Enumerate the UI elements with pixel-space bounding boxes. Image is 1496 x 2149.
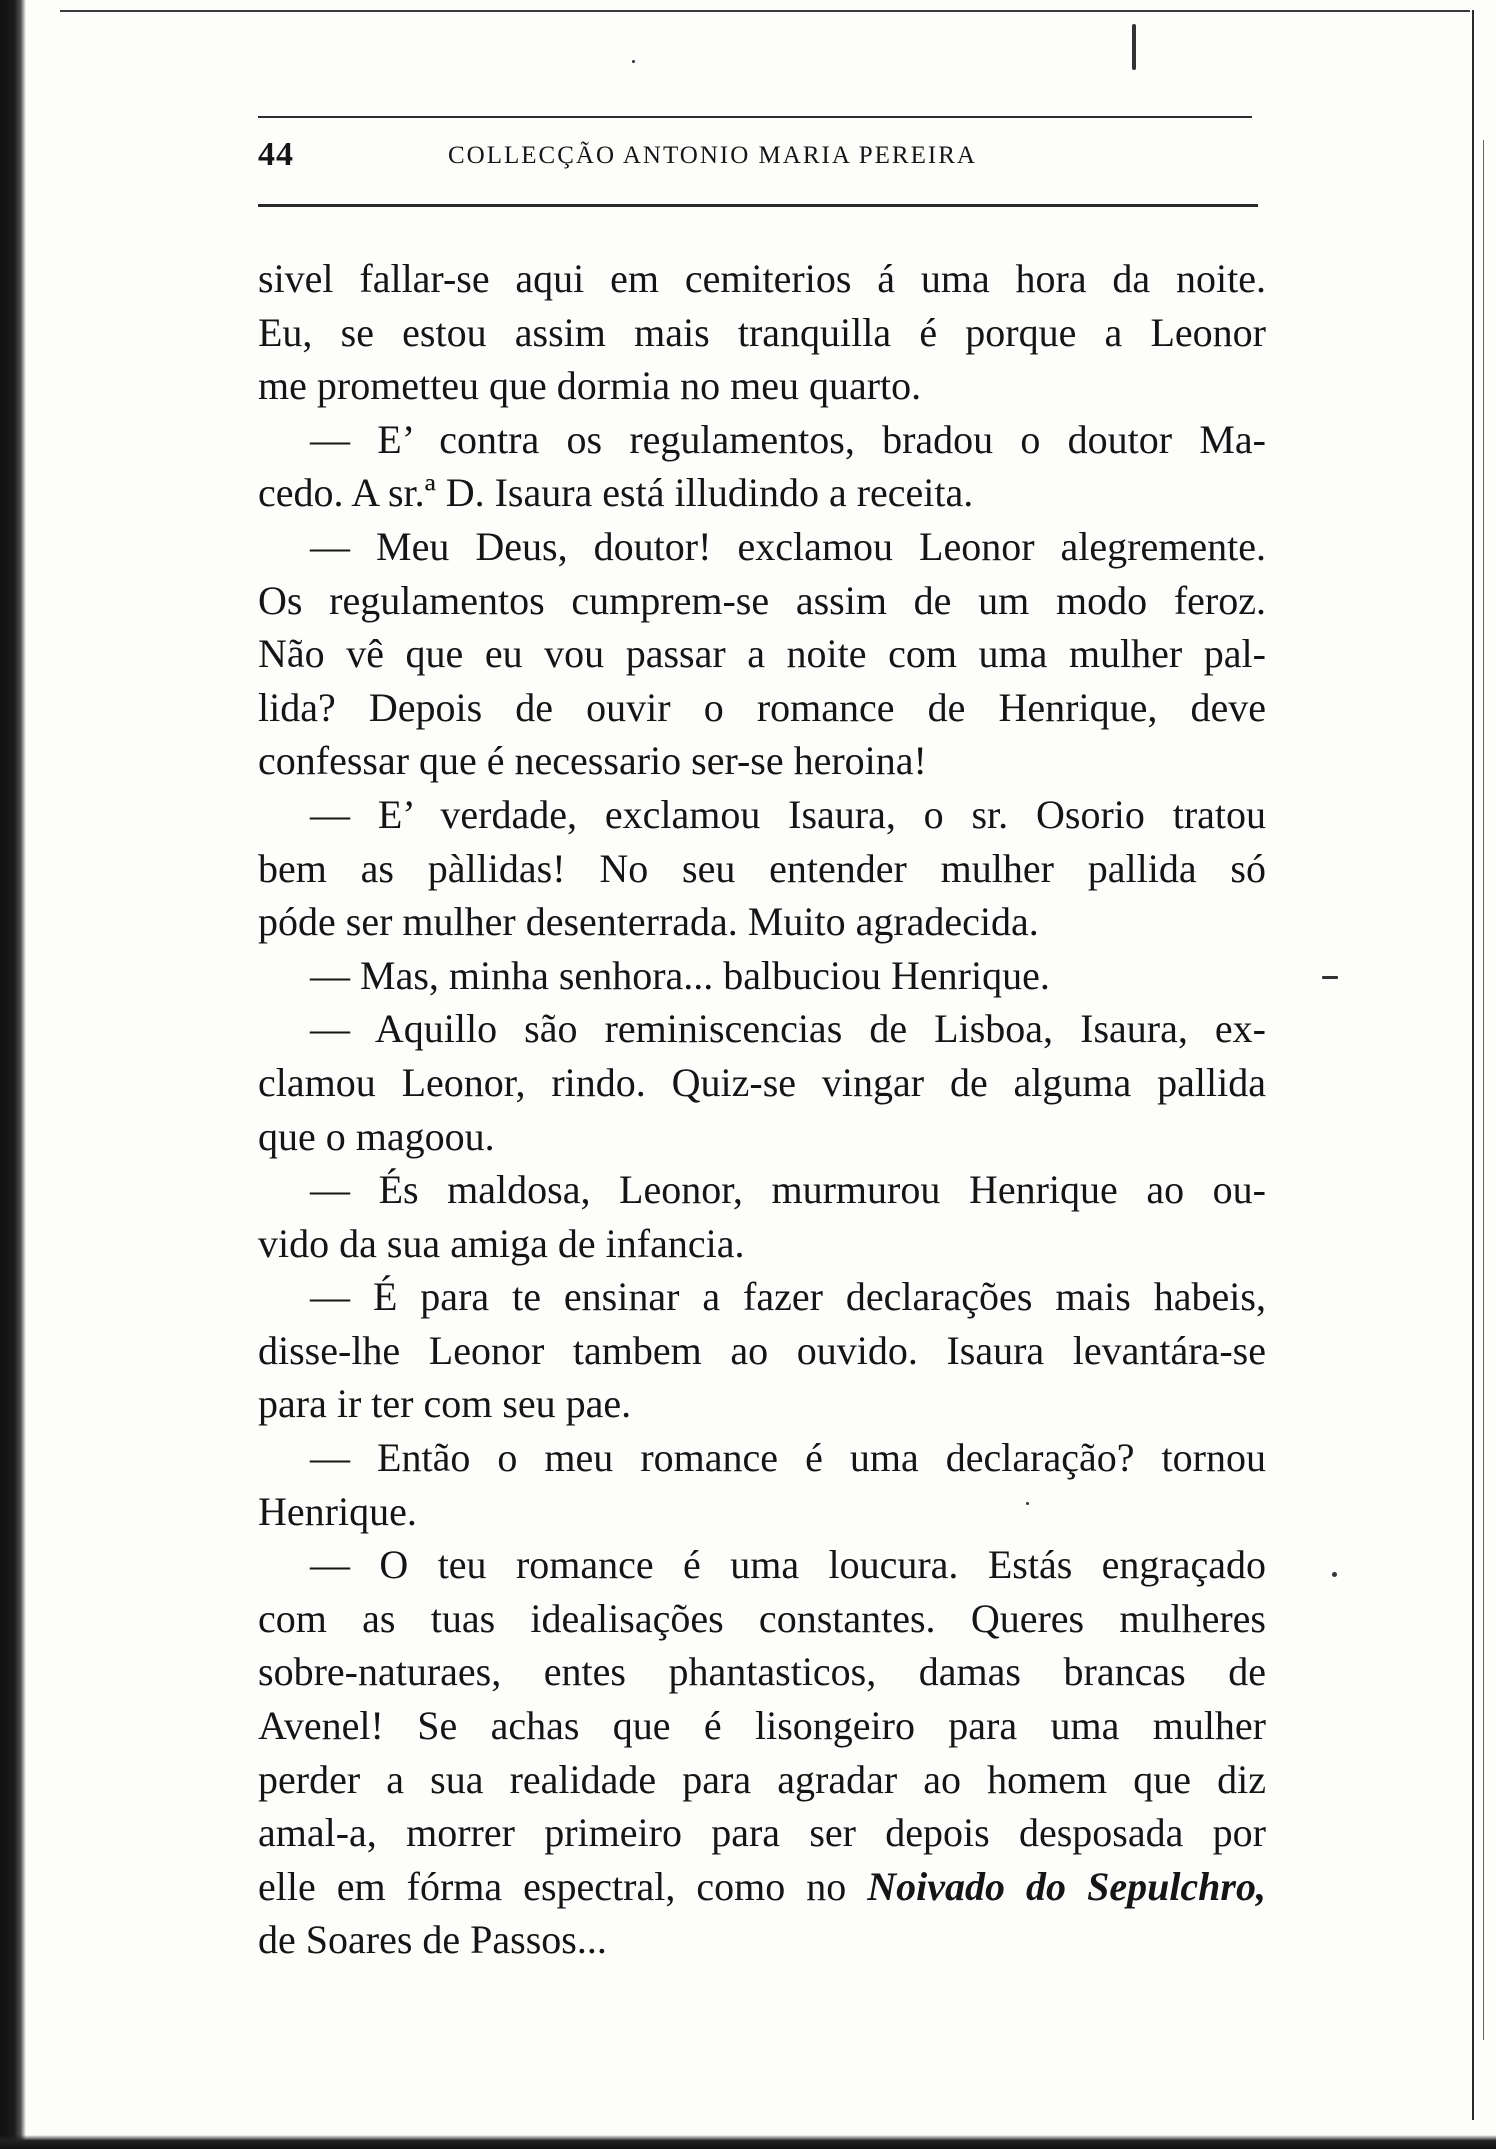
text-line: com as tuas idealisações constantes. Queres mulheres	[258, 1595, 1266, 1641]
scan-speck	[1322, 976, 1338, 979]
text-line: para ir ter com seu pae.	[258, 1381, 632, 1427]
scan-right-shadow	[1483, 140, 1484, 2040]
text-line: amal-a, morrer primeiro para ser depois desposada por	[258, 1810, 1266, 1856]
text-line-start: elle em fórma espectral, como no	[258, 1863, 847, 1909]
scan-speck	[1332, 1572, 1337, 1577]
scan-speck	[1026, 1502, 1029, 1505]
text-line: — E’ contra os regulamentos, bradou o doutor Ma-	[310, 416, 1266, 462]
text-line: Eu, se estou assim mais tranquilla é porque a Leonor	[258, 309, 1266, 355]
text-line: póde ser mulher desenterrada. Muito agradecida.	[258, 899, 1039, 945]
italic-work-title: Noivado do Sepulchro,	[867, 1863, 1266, 1909]
scan-speck	[1132, 24, 1136, 70]
text-line: sobre-naturaes, entes phantasticos, damas brancas de	[258, 1649, 1266, 1695]
text-line: — O teu romance é uma loucura. Estás engraçado	[310, 1542, 1266, 1588]
text-line: Não vê que eu vou passar a noite com uma mulher pal-	[258, 631, 1266, 677]
running-head	[258, 136, 1252, 182]
scan-left-edge	[0, 0, 26, 2149]
text-line: disse-lhe Leonor tambem ao ouvido. Isaura levantára-se	[258, 1327, 1266, 1373]
text-line: — Mas, minha senhora... balbuciou Henrique.	[310, 952, 1050, 998]
text-line: cedo. A sr.ª D. Isaura está illudindo a receita.	[258, 470, 974, 516]
scan-bottom-edge	[0, 2135, 1496, 2149]
text-line: lida? Depois de ouvir o romance de Henrique, deve	[258, 684, 1266, 730]
text-line: me prometteu que dormia no meu quarto.	[258, 363, 922, 409]
body-text	[258, 252, 1266, 1967]
text-line: — Então o meu romance é uma declaração? tornou	[310, 1435, 1266, 1481]
text-line: — Meu Deus, doutor! exclamou Leonor alegremente.	[310, 523, 1266, 569]
text-line: confessar que é necessario ser-se heroina!	[258, 738, 927, 784]
text-line	[258, 1860, 1266, 1914]
header-rule-bottom	[258, 204, 1258, 207]
text-line: — É para te ensinar a fazer declarações mais habeis,	[310, 1274, 1266, 1320]
text-line: sivel fallar-se aqui em cemiterios á uma hora da noite.	[258, 256, 1266, 301]
text-line: clamou Leonor, rindo. Quiz-se vingar de alguma pallida	[258, 1059, 1266, 1105]
text-line: — Aquillo são reminiscencias de Lisboa, Isaura, ex-	[310, 1006, 1266, 1052]
page-number: 44	[258, 136, 294, 173]
scan-right-edge	[1472, 10, 1474, 2120]
running-title: COLLECÇÃO ANTONIO MARIA PEREIRA	[448, 142, 977, 169]
text-line: Avenel! Se achas que é lisongeiro para uma mulher	[258, 1703, 1266, 1749]
text-line: de Soares de Passos...	[258, 1917, 607, 1963]
text-line: Os regulamentos cumprem-se assim de um modo feroz.	[258, 577, 1266, 623]
text-line: — E’ verdade, exclamou Isaura, o sr. Osorio tratou	[310, 791, 1266, 837]
scan-top-edge	[60, 10, 1470, 12]
text-line: que o magoou.	[258, 1113, 495, 1159]
text-line: perder a sua realidade para agradar ao homem que diz	[258, 1756, 1266, 1802]
text-line: bem as pàllidas! No seu entender mulher pallida só	[258, 845, 1266, 891]
text-line: Henrique.	[258, 1488, 417, 1534]
scan-speck	[632, 60, 635, 63]
text-line: vido da sua amiga de infancia.	[258, 1220, 745, 1266]
text-line: — És maldosa, Leonor, murmurou Henrique ao ou-	[310, 1167, 1266, 1213]
header-rule-top	[258, 116, 1252, 118]
